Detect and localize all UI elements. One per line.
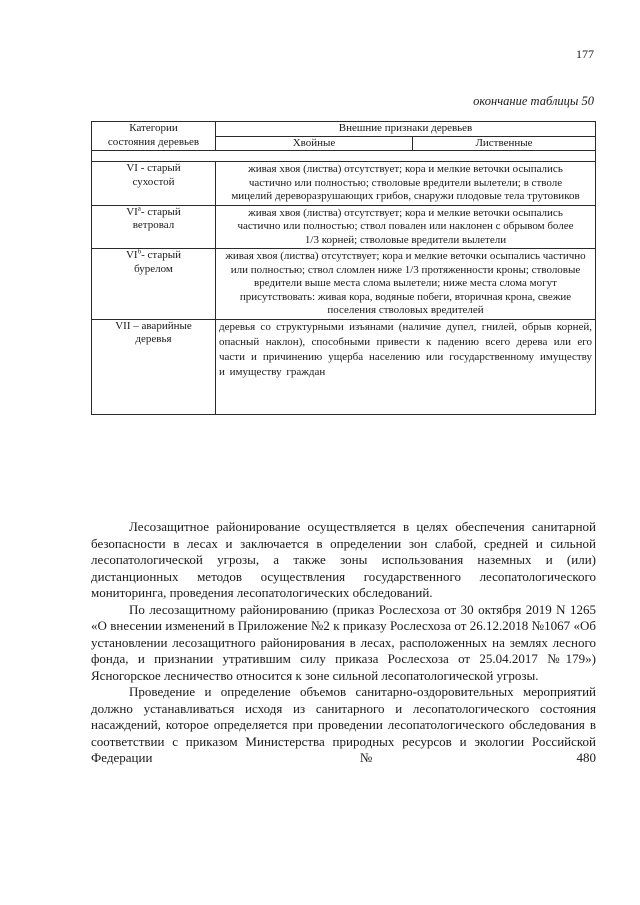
category-main: VI	[126, 205, 138, 218]
category-cell	[92, 249, 216, 320]
category-superscript: а	[137, 203, 141, 212]
category-superscript: б	[137, 247, 142, 256]
category-rest: - старый	[140, 205, 181, 218]
table-spacer-row	[92, 151, 596, 162]
table-caption: окончание таблицы 50	[473, 94, 594, 108]
description-cell: живая хвоя (листва) отсутствует; кора и мелкие веточки осыпались частично или полностью; ствол повален или наклонен с обрывом более 1/3 корней; стволовые вредители вылетели	[216, 205, 596, 249]
header-deciduous: Лиственные	[413, 136, 596, 151]
category-line2: бурелом	[134, 262, 173, 275]
category-rest: - старый	[141, 249, 182, 261]
description-cell: деревья со структурными изъянами (наличие дупел, гнилей, обрыв корней, опасный наклон), способными привести к падению всего дерева или его части и причинению ущерба населению или государственному имуществу и имуществу граждан	[216, 319, 596, 414]
category-line2: ветровал	[132, 219, 175, 231]
tree-condition-table	[91, 121, 596, 415]
description-cell: живая хвоя (листва) отсутствует; кора и мелкие веточки осыпались частично или полностью; ствол сломлен ниже 1/3 протяженности кроны; стволовые вредители выше места слома вылетели; ниже места слома могут присутствовать: живая кора, водяные побеги, вторичная крона, свежие поселения стволовых вредителей	[216, 249, 596, 320]
table-row	[92, 205, 596, 249]
table-row	[92, 319, 596, 414]
category-cell	[92, 205, 216, 249]
category-cell	[92, 162, 216, 206]
paragraph: Лесозащитное районирование осуществляется в целях обеспечения санитарной безопасности в лесах и заключается в определении зон слабой, средней и сильной лесопатологической угрозы, а также зоны использования наземных и (или) дистанционных методов осуществления государственного лесопатологического мониторинга, проведения лесопатологических обследований.	[91, 519, 596, 600]
page-number: 177	[576, 47, 594, 61]
body-text	[91, 519, 596, 767]
table-row	[92, 162, 596, 206]
category-main: VI	[125, 249, 138, 261]
header-category-line2: состояния деревьев	[107, 135, 200, 148]
category-cell	[92, 319, 216, 414]
category-line2: деревья	[135, 333, 172, 345]
paragraph: Проведение и определение объемов санитарно-оздоровительных мероприятий должно устанавливаться исходя из санитарного и лесопатологического состояния насаждений, которое определяется при проведении лесопатологического обследования в соответствии с приказом Министерства природных ресурсов и экологии Российской Федерации №480	[91, 684, 596, 765]
header-category-line1: Категории	[129, 122, 178, 134]
category-line1	[95, 249, 212, 263]
header-coniferous: Хвойные	[216, 136, 413, 151]
description-cell: живая хвоя (листва) отсутствует; кора и мелкие веточки осыпались частично или полностью; стволовые вредители вылетели; в стволе мицелий дереворазрушающих грибов, снаружи плодовые тела трутовиков	[216, 162, 596, 206]
category-line2: сухостой	[132, 175, 175, 188]
table-row	[92, 249, 596, 320]
table-header-row	[92, 122, 596, 137]
header-category	[92, 122, 216, 151]
paragraph: По лесозащитному районированию (приказ Рослесхоза от 30 октября 2019 N 1265 «О внесении изменений в Приложение №2 к приказу Рослесхоза от 26.12.2018 №1067 «Об установлении лесозащитного районирования в лесах, расположенных на землях лесного фонда, и признании утратившим силу приказа Рослесхоза от 25.04.2017 №179») Ясногорское лесничество относится к зоне сильной лесопатологической угрозы.	[91, 601, 596, 683]
header-signs: Внешние признаки деревьев	[216, 122, 596, 137]
category-line1: VI - старый	[126, 162, 181, 174]
category-line1: VII – аварийные	[115, 319, 192, 332]
category-line1	[95, 203, 212, 220]
